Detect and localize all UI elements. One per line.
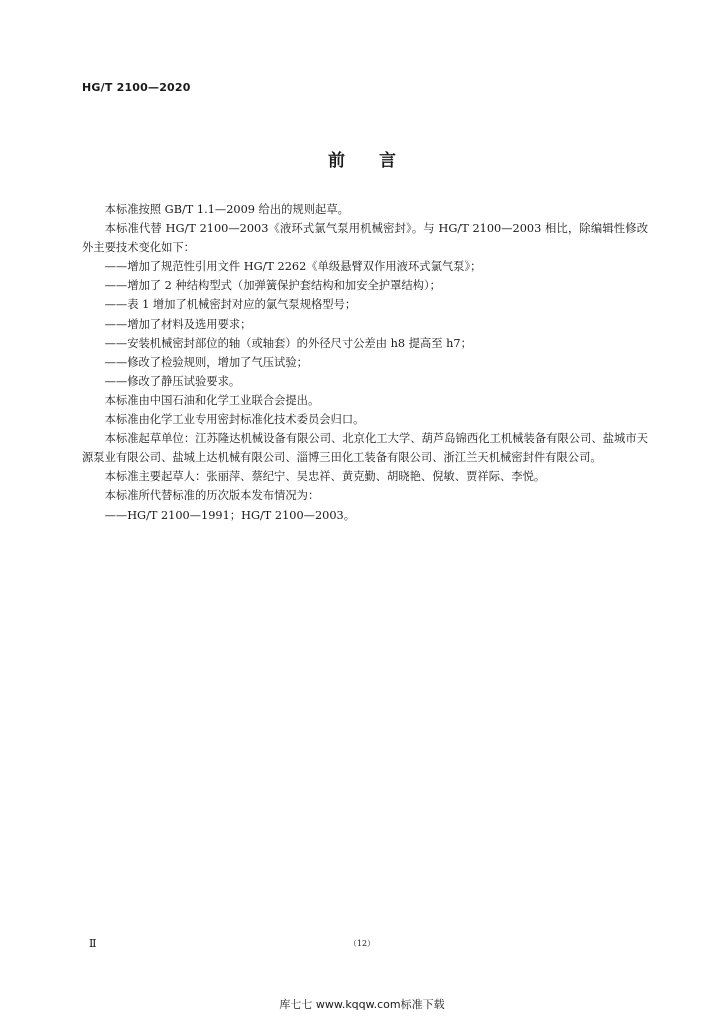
paragraph: 本标准起草单位：江苏隆达机械设备有限公司、北京化工大学、葫芦岛锦西化工机械装备有限公司、盐城市天源泵业有限公司、盐城上达机械有限公司、淄博三田化工装备有限公司、浙江兰天机械密封件有限公司。 <box>82 432 648 465</box>
list-item: ——安装机械密封部位的轴（或轴套）的外径尺寸公差由 h8 提高至 h7； <box>104 336 472 350</box>
list-item: ——增加了规范性引用文件 HG/T 2262《单级悬臂双作用液环式氯气泵》； <box>104 260 482 274</box>
paragraph: 本标准代替 HG/T 2100—2003《液环式氯气泵用机械密封》。与 HG/T 2100—2003 相比，除编辑性修改外主要技术变化如下： <box>82 222 648 255</box>
title-char-2: 言 <box>379 151 396 171</box>
page-number: （12） <box>348 939 376 948</box>
list-item: ——修改了检验规则，增加了气压试验； <box>104 355 308 369</box>
list-item: ——修改了静压试验要求。 <box>104 374 241 388</box>
title-char-1: 前 <box>328 151 345 171</box>
paragraph: 本标准由中国石油和化学工业联合会提出。 <box>104 393 320 407</box>
foreword-body <box>82 200 648 525</box>
list-item: ——表 1 增加了机械密封对应的氯气泵规格型号； <box>104 298 357 312</box>
paragraph: 本标准按照 GB/T 1.1—2009 给出的规则起草。 <box>104 203 349 216</box>
list-item: ——增加了 2 种结构型式（加弹簧保护套结构和加安全护罩结构）； <box>104 279 441 293</box>
paragraph: 本标准所代替标准的历次版本发布情况为： <box>104 489 320 503</box>
paragraph: 本标准主要起草人：张丽萍、蔡纪宁、吴忠祥、黄克勤、胡晓艳、倪敏、贾祥际、李悦。 <box>104 470 546 484</box>
page-roman-numeral: Ⅱ <box>89 937 97 950</box>
list-item: ——增加了材料及选用要求； <box>104 317 252 331</box>
page-title <box>0 146 724 171</box>
list-item: ——HG/T 2100—1991；HG/T 2100—2003。 <box>104 508 355 522</box>
paragraph: 本标准由化学工业专用密封标准化技术委员会归口。 <box>104 413 365 427</box>
standard-number: HG/T 2100—2020 <box>82 81 191 94</box>
watermark-footer: 库七七 www.kqqw.com标准下载 <box>279 998 445 1011</box>
